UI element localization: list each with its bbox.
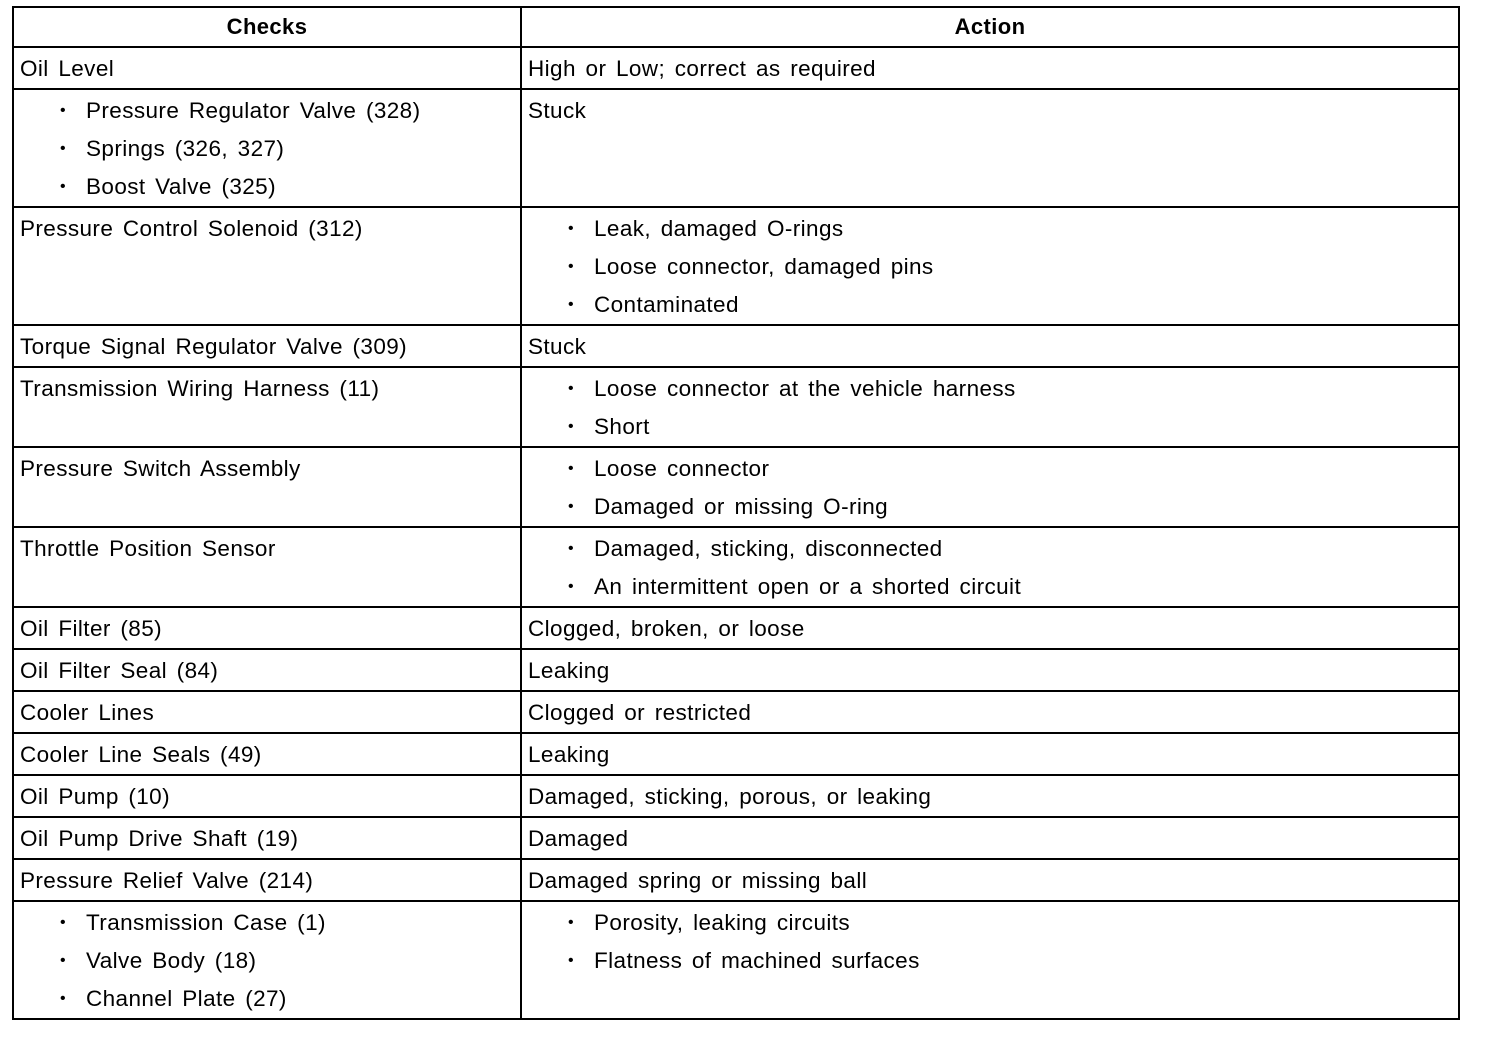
check-cell: Oil Pump Drive Shaft (19) xyxy=(13,817,521,859)
list-item xyxy=(20,904,514,942)
list-item xyxy=(528,408,1452,446)
action-cell: Leaking xyxy=(521,649,1459,691)
bullet-icon: • xyxy=(60,990,67,1007)
action-cell: Clogged, broken, or loose xyxy=(521,607,1459,649)
action-list xyxy=(528,450,1452,526)
action-list xyxy=(528,370,1452,446)
check-cell: Cooler Lines xyxy=(13,691,521,733)
action-list xyxy=(528,904,1452,980)
list-item xyxy=(528,248,1452,286)
bullet-icon: • xyxy=(568,220,575,237)
list-item xyxy=(528,210,1452,248)
bullet-icon: • xyxy=(568,498,575,515)
action-cell: Damaged, sticking, porous, or leaking xyxy=(521,775,1459,817)
list-item xyxy=(20,980,514,1018)
check-cell: Oil Filter (85) xyxy=(13,607,521,649)
bullet-icon: • xyxy=(568,258,575,275)
list-item-text: Short xyxy=(594,414,650,439)
bullet-icon: • xyxy=(60,102,67,119)
table-row xyxy=(13,691,1459,733)
bullet-icon: • xyxy=(568,380,575,397)
check-cell: Oil Level xyxy=(13,47,521,89)
action-cell: Damaged xyxy=(521,817,1459,859)
check-cell: Pressure Relief Valve (214) xyxy=(13,859,521,901)
list-item-text: Springs (326, 327) xyxy=(86,136,285,161)
action-cell xyxy=(521,447,1459,527)
check-cell: Pressure Switch Assembly xyxy=(13,447,521,527)
table-row xyxy=(13,901,1459,1019)
action-cell: Leaking xyxy=(521,733,1459,775)
list-item-text: Channel Plate (27) xyxy=(86,986,287,1011)
check-cell: Oil Filter Seal (84) xyxy=(13,649,521,691)
bullet-icon: • xyxy=(568,952,575,969)
bullet-icon: • xyxy=(568,578,575,595)
check-cell: Throttle Position Sensor xyxy=(13,527,521,607)
table-row xyxy=(13,207,1459,325)
action-list xyxy=(528,210,1452,324)
check-cell: Torque Signal Regulator Valve (309) xyxy=(13,325,521,367)
list-item-text: Flatness of machined surfaces xyxy=(594,948,920,973)
action-cell: Clogged or restricted xyxy=(521,691,1459,733)
table-row xyxy=(13,447,1459,527)
table-row xyxy=(13,775,1459,817)
checks-action-table xyxy=(12,6,1460,1020)
check-list xyxy=(20,92,514,206)
table-row xyxy=(13,733,1459,775)
bullet-icon: • xyxy=(568,914,575,931)
list-item xyxy=(528,904,1452,942)
check-cell: Cooler Line Seals (49) xyxy=(13,733,521,775)
table-row xyxy=(13,649,1459,691)
bullet-icon: • xyxy=(568,418,575,435)
action-cell: Stuck xyxy=(521,89,1459,207)
list-item xyxy=(20,942,514,980)
table-row xyxy=(13,527,1459,607)
bullet-icon: • xyxy=(60,178,67,195)
table-row xyxy=(13,47,1459,89)
check-cell: Transmission Wiring Harness (11) xyxy=(13,367,521,447)
check-cell: Pressure Control Solenoid (312) xyxy=(13,207,521,325)
check-cell: Oil Pump (10) xyxy=(13,775,521,817)
list-item-text: An intermittent open or a shorted circuit xyxy=(594,574,1022,599)
list-item xyxy=(528,488,1452,526)
table-row xyxy=(13,859,1459,901)
bullet-icon: • xyxy=(568,296,575,313)
action-list xyxy=(528,530,1452,606)
table-row xyxy=(13,89,1459,207)
action-cell xyxy=(521,207,1459,325)
bullet-icon: • xyxy=(60,140,67,157)
list-item xyxy=(528,370,1452,408)
check-cell xyxy=(13,89,521,207)
list-item xyxy=(528,286,1452,324)
bullet-icon: • xyxy=(60,952,67,969)
list-item-text: Boost Valve (325) xyxy=(86,174,276,199)
list-item-text: Loose connector, damaged pins xyxy=(594,254,934,279)
action-cell xyxy=(521,527,1459,607)
action-header: Action xyxy=(521,7,1459,47)
list-item-text: Pressure Regulator Valve (328) xyxy=(86,98,421,123)
list-item xyxy=(528,450,1452,488)
header-row xyxy=(13,7,1459,47)
list-item-text: Loose connector at the vehicle harness xyxy=(594,376,1016,401)
list-item xyxy=(20,168,514,206)
check-list xyxy=(20,904,514,1018)
action-cell xyxy=(521,367,1459,447)
list-item-text: Damaged, sticking, disconnected xyxy=(594,536,943,561)
action-cell: Stuck xyxy=(521,325,1459,367)
list-item xyxy=(20,130,514,168)
list-item xyxy=(20,92,514,130)
check-cell xyxy=(13,901,521,1019)
list-item xyxy=(528,942,1452,980)
list-item-text: Damaged or missing O-ring xyxy=(594,494,889,519)
table-row xyxy=(13,367,1459,447)
list-item-text: Porosity, leaking circuits xyxy=(594,910,851,935)
list-item-text: Valve Body (18) xyxy=(86,948,257,973)
table-row xyxy=(13,817,1459,859)
table-row xyxy=(13,325,1459,367)
list-item-text: Transmission Case (1) xyxy=(86,910,326,935)
bullet-icon: • xyxy=(568,540,575,557)
bullet-icon: • xyxy=(568,460,575,477)
checks-header: Checks xyxy=(13,7,521,47)
list-item-text: Loose connector xyxy=(594,456,770,481)
list-item-text: Leak, damaged O-rings xyxy=(594,216,844,241)
table-row xyxy=(13,607,1459,649)
list-item xyxy=(528,568,1452,606)
action-cell xyxy=(521,901,1459,1019)
bullet-icon: • xyxy=(60,914,67,931)
action-cell: High or Low; correct as required xyxy=(521,47,1459,89)
list-item xyxy=(528,530,1452,568)
action-cell: Damaged spring or missing ball xyxy=(521,859,1459,901)
list-item-text: Contaminated xyxy=(594,292,739,317)
